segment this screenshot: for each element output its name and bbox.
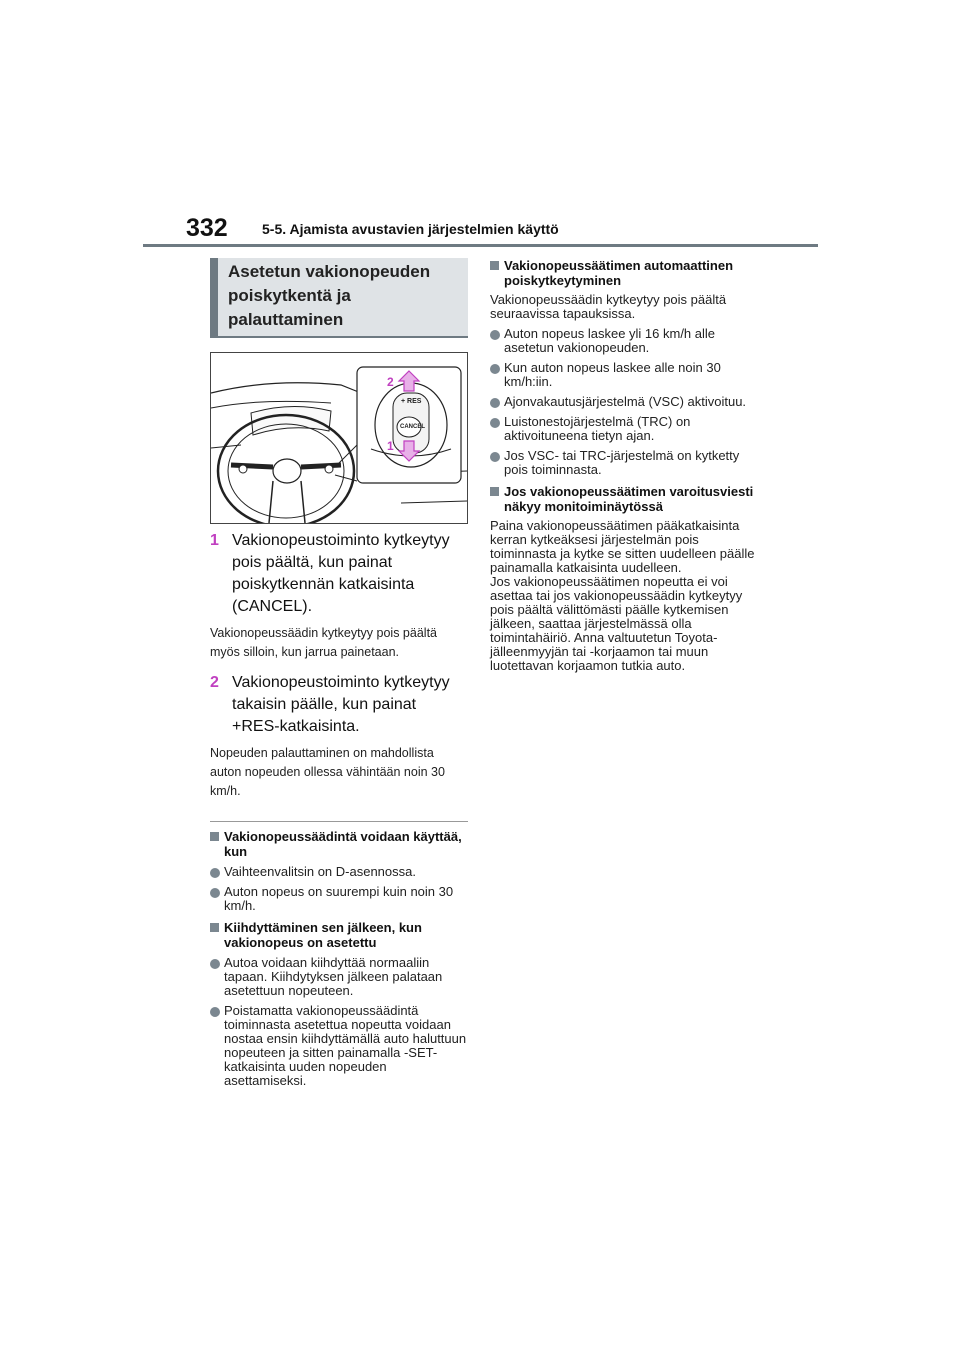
callout-2: 2 [387,375,394,389]
step-note: Vakionopeussäädin kytkeytyy pois päältä myös silloin, kun jarrua painetaan. [210,626,437,659]
steering-wheel-drawing [211,353,467,523]
bullet-icon [490,452,500,462]
subheading [210,920,468,950]
step-text: Vakionopeustoiminto kytkeytyy takaisin päälle, kun painat +RES-katkaisinta. [232,674,450,735]
list-item [490,361,758,389]
list-item-text: Ajonvakautusjärjestelmä (VSC) aktivoituu. [504,394,747,409]
list-item [490,327,758,355]
subheading-text: Kiihdyttäminen sen jälkeen, kun vakionopeus on asetettu [224,920,422,950]
right-column [490,258,758,673]
list-item [490,395,758,409]
subheading-text: Vakionopeussäätimen automaattinen poiskytkeytyminen [504,258,734,288]
page-number: 332 [186,214,228,242]
step-number: 1 [210,532,219,549]
step-number: 2 [210,674,219,691]
cancel-button-label: CANCEL [400,424,425,430]
list-item [490,449,758,477]
list-item-text: Jos VSC- tai TRC-järjestelmä on kytketty pois toiminnasta. [504,448,740,477]
section-title [228,260,460,332]
list-item [210,885,468,913]
square-bullet-icon [210,923,219,932]
list-item-text: Auton nopeus on suurempi kuin noin 30 km/h. [224,884,454,913]
subheading-text: Jos vakionopeussäätimen varoitusviesti näkyy monitoiminäytössä [504,484,754,514]
bullet-icon [210,959,220,969]
list-item-text: Luistonestojärjestelmä (TRC) on aktivoituneena tietyn ajan. [504,414,691,443]
section-title-line-1: Asetetun vakionopeuden [228,262,431,281]
list-item [210,1004,468,1088]
paragraph: Vakionopeussäädin kytkeytyy pois päältä seuraavissa tapauksissa. [490,292,727,321]
list-item [210,956,468,998]
header-rule [143,244,818,247]
section-title-box [210,258,468,336]
section-title-line-3: palauttaminen [228,310,344,329]
square-bullet-icon [210,832,219,841]
left-column [210,258,468,1088]
square-bullet-icon [490,261,499,270]
list-item [210,865,468,879]
bullet-icon [490,398,500,408]
subheading [210,829,468,859]
bullet-icon [210,1007,220,1017]
list-item-text: Kun auton nopeus laskee alle noin 30 km/h:iin. [504,360,721,389]
step-text: Vakionopeustoiminto kytkeytyy pois päältä, kun painat poiskytkennän katkaisinta (CANCEL). [232,532,450,615]
list-item-text: Auton nopeus laskee yli 16 km/h alle asetetun vakionopeuden. [504,326,716,355]
bullet-icon [490,418,500,428]
list-item-text: Poistamatta vakionopeussäädintä toiminnasta asetettua nopeutta voidaan nostaa ensin kiihdyttämällä auto haluttuun nopeuteen ja sitten painamalla -SET-katkaisinta uuden nopeuden asettamiseksi. [224,1003,467,1088]
subheading [490,484,758,514]
square-bullet-icon [490,487,499,496]
bullet-icon [490,330,500,340]
section-divider [210,821,468,822]
paragraph: Paina vakionopeussäätimen pääkatkaisinta kerran kytkeäksesi järjestelmän pois toiminnasta ja kytke se sitten uudelleen päälle painamalla katkaisinta uudelleen. Jos vakionopeussäätimen nopeutta ei voi asettaa tai jos vakionopeussäädin kytkeytyy pois päältä välittömästi päälle kytkemisen jälkeen, saattaa järjestelmässä olla toimintahäiriö. Anna valtuutetun Toyota-jälleenmyyjän tai -korjaamon tai muun luotettavan korjaamon tutkia auto. [490,518,755,673]
subheading [490,258,758,288]
list-item-text: Vaihteenvalitsin on D-asennossa. [224,864,416,879]
step-2 [210,672,468,738]
bullet-icon [210,868,220,878]
res-button-label: + RES [401,398,422,405]
callout-1: 1 [387,439,394,453]
steering-wheel-illustration [210,352,468,524]
list-item-text: Autoa voidaan kiihdyttää normaaliin tapaan. Kiihdytyksen jälkeen palataan asetettuun nopeuteen. [224,955,443,998]
bullet-icon [210,888,220,898]
section-title-line-2: poiskytkentä ja [228,286,351,305]
chapter-title: 5-5. Ajamista avustavien järjestelmien käyttö [262,221,559,237]
subheading-text: Vakionopeussäädintä voidaan käyttää, kun [224,829,462,859]
step-1 [210,530,468,618]
list-item [490,415,758,443]
section-title-rule [210,336,468,338]
step-note: Nopeuden palauttaminen on mahdollista auton nopeuden ollessa vähintään noin 30 km/h. [210,746,445,798]
bullet-icon [490,364,500,374]
